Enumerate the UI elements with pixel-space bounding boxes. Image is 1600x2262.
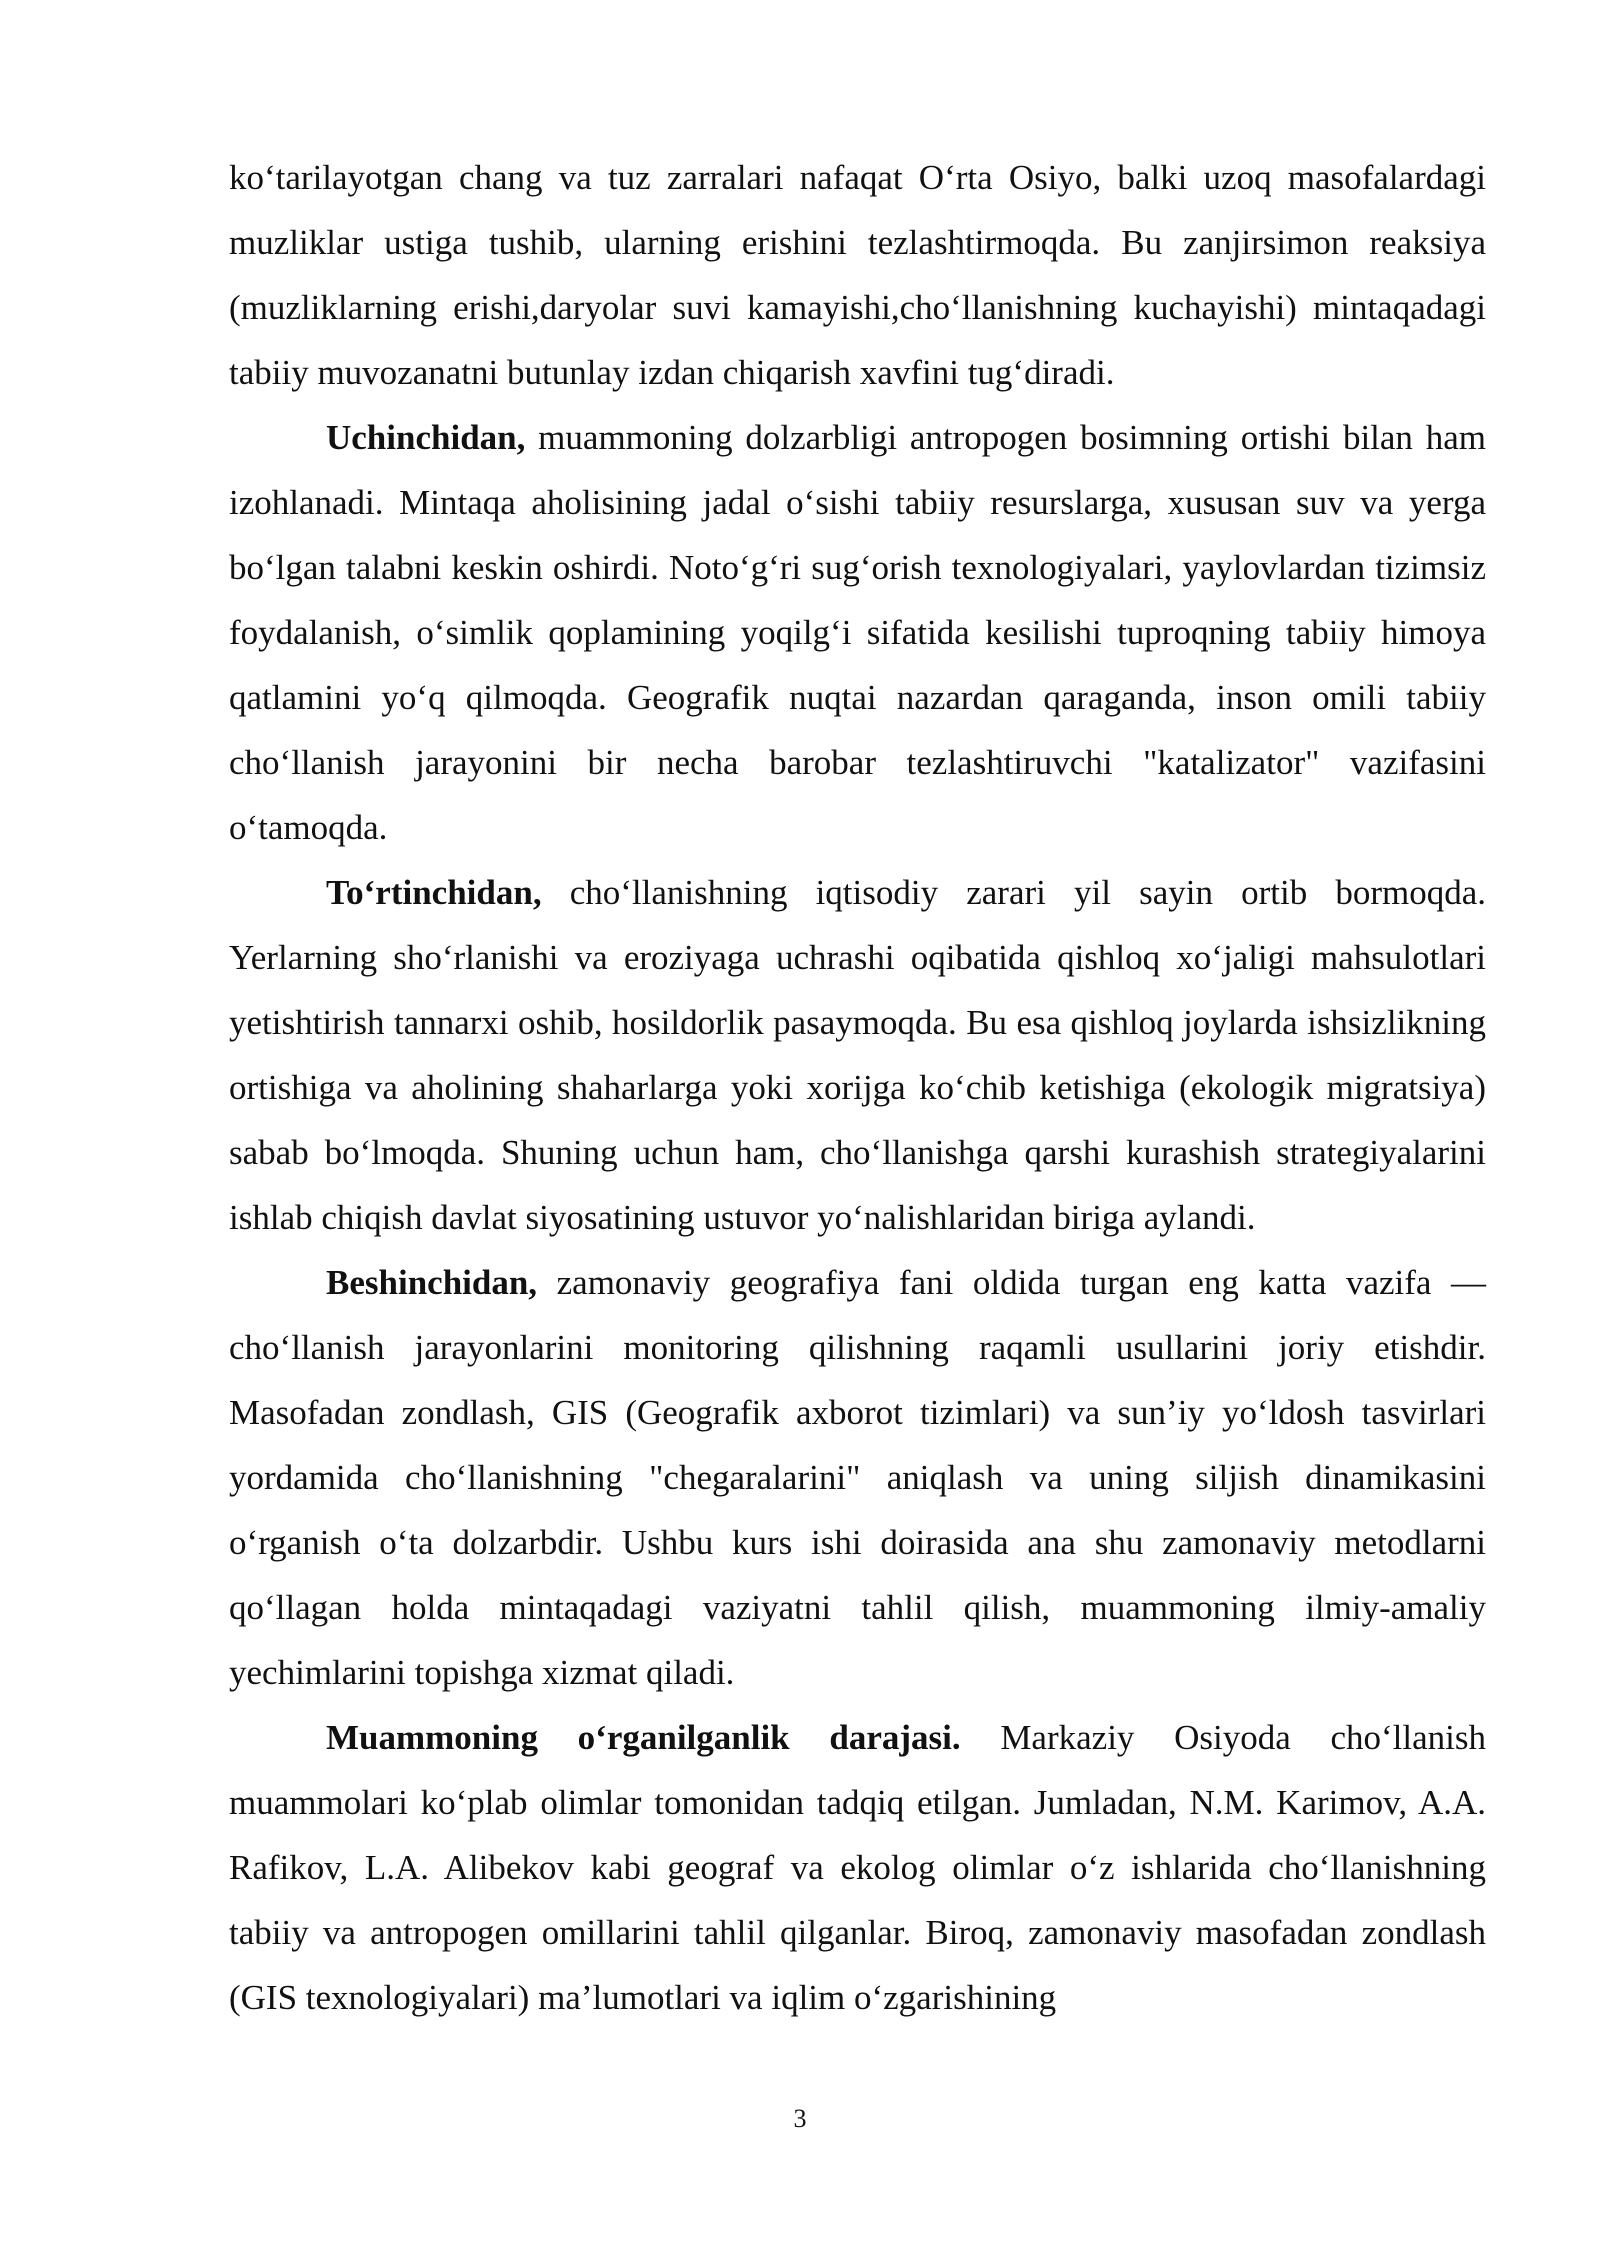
paragraph-lead: Beshinchidan,: [326, 1263, 538, 1302]
paragraph-text: cho‘llanishning iqtisodiy zarari yil sayin ortib bormoqda. Yerlarning sho‘rlanishi va eroziyaga uchrashi oqibatida qishloq xo‘jaligi mahsulotlari yetishtirish tannarxi oshib, hosildorlik pasaymoqda. Bu esa qishloq joylarda ishsizlikning ortishiga va aholining shaharlarga yoki xorijga ko‘chib ketishiga (ekologik migratsiya) sabab bo‘lmoqda. Shuning uchun ham, cho‘llanishga qarshi kurashish strategiyalarini ishlab chiqish davlat siyosatining ustuvor yo‘nalishlaridan biriga aylandi.: [229, 873, 1486, 1237]
paragraph-lead: To‘rtinchidan,: [326, 873, 542, 912]
paragraph-text: Markaziy Osiyoda cho‘llanish muammolari ko‘plab olimlar tomonidan tadqiq etilgan. Jumladan, N.M. Karimov, A.A. Rafikov, L.A. Alibekov kabi geograf va ekolog olimlar o‘z ishlarida cho‘llanishning tabiiy va antropogen omillarini tahlil qilganlar. Biroq, zamonaviy masofadan zondlash (GIS texnologiyalari) ma’lumotlari va iqlim o‘zgarishining: [229, 1718, 1486, 2017]
paragraph-lead: Uchinchidan,: [326, 418, 526, 457]
paragraph-fourth-reason: [229, 860, 1486, 1250]
paragraph-third-reason: [229, 405, 1486, 860]
paragraph-fifth-reason: [229, 1250, 1486, 1705]
paragraph-research-degree: [229, 1705, 1486, 2030]
page-number: 3: [793, 2104, 807, 2133]
paragraph-text: muammoning dolzarbligi antropogen bosimning ortishi bilan ham izohlanadi. Mintaqa aholisining jadal o‘sishi tabiiy resurslarga, xususan suv va yerga bo‘lgan talabni keskin oshirdi. Noto‘g‘ri sug‘orish texnologiyalari, yaylovlardan tizimsiz foydalanish, o‘simlik qoplamining yoqilg‘i sifatida kesilishi tuproqning tabiiy himoya qatlamini yo‘q qilmoqda. Geografik nuqtai nazardan qaraganda, inson omili tabiiy cho‘llanish jarayonini bir necha barobar tezlashtiruvchi "katalizator" vazifasini o‘tamoqda.: [229, 418, 1486, 847]
paragraph-text: zamonaviy geografiya fani oldida turgan eng katta vazifa — cho‘llanish jarayonlarini monitoring qilishning raqamli usullarini joriy etishdir. Masofadan zondlash, GIS (Geografik axborot tizimlari) va sun’iy yo‘ldosh tasvirlari yordamida cho‘llanishning "chegaralarini" aniqlash va uning siljish dinamikasini o‘rganish o‘ta dolzarbdir. Ushbu kurs ishi doirasida ana shu zamonaviy metodlarni qo‘llagan holda mintaqadagi vaziyatni tahlil qilish, muammoning ilmiy-amaliy yechimlarini topishga xizmat qiladi.: [229, 1263, 1486, 1692]
document-page: [229, 145, 1486, 2030]
paragraph-continuation: [229, 145, 1486, 405]
paragraph-text: ko‘tarilayotgan chang va tuz zarralari nafaqat O‘rta Osiyo, balki uzoq masofalardagi muzliklar ustiga tushib, ularning erishini tezlashtirmoqda. Bu zanjirsimon reaksiya (muzliklarning erishi,daryolar suvi kamayishi,cho‘llanishning kuchayishi) mintaqadagi tabiiy muvozanatni butunlay izdan chiqarish xavfini tug‘diradi.: [229, 158, 1486, 392]
paragraph-lead: Muammoning o‘rganilganlik darajasi.: [326, 1718, 961, 1757]
